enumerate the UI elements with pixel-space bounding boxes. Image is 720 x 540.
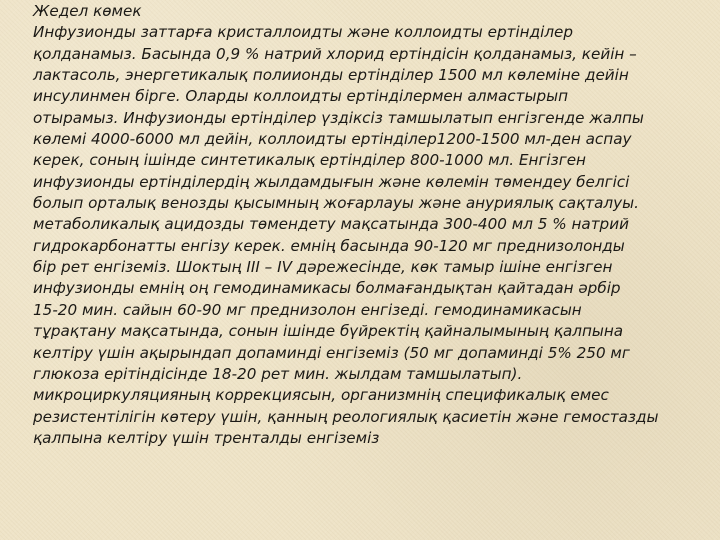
- slide-title: Жедел көмек: [33, 2, 142, 20]
- text-line-13: инфузионды емнің оң гемодинамикасы болмағандықтан қайтадан әрбір: [33, 279, 621, 298]
- text-line-19: резистентілігін көтеру үшін, қанның реологиялық қасиетін және гемостазды: [33, 407, 659, 426]
- text-line-16: келтіру үшін ақырындап допаминді енгіземіз (50 мг допаминді 5% 250 мг: [33, 343, 630, 362]
- text-line-9: болып орталық венозды қысымның жоғарлауы және ануриялық сақталуы.: [33, 194, 639, 213]
- text-line-6: көлемі 4000-6000 мл дейін, коллоидты ертінділер1200-1500 мл-ден аспау: [33, 130, 632, 149]
- text-line-2: қолданамыз. Басында 0,9 % натрий хлорид ертіндісін қолданамыз, кейін –: [33, 44, 637, 63]
- text-line-14: 15-20 мин. сайын 60-90 мг преднизолон енгізеді. гемодинамикасын: [33, 300, 582, 319]
- text-line-7: керек, соның ішінде синтетикалық ертінділер 800-1000 мл. Енгізген: [33, 151, 586, 170]
- text-line-18: микроциркуляцияның коррекциясын, организмнің спецификалық емес: [33, 386, 609, 405]
- text-line-15: тұрақтану мақсатында, сонын ішінде бүйректің қайналымының қалпына: [33, 322, 624, 341]
- text-line-1: Инфузионды заттарға кристаллоидты және коллоидты ертінділер: [33, 23, 574, 42]
- slide-text-body: [33, 1, 697, 449]
- text-line-20: қалпына келтіру үшін тренталды енгіземіз: [33, 428, 380, 447]
- text-line-17: глюкоза ерітіндісінде 18-20 рет мин. жылдам тамшылатып).: [33, 364, 523, 383]
- text-line-5: отырамыз. Инфузионды ертінділер үздіксіз тамшылатып енгізгенде жалпы: [33, 108, 644, 127]
- text-line-10: метаболикалық ацидозды төмендету мақсатында 300-400 мл 5 % натрий: [33, 215, 629, 234]
- text-line-12: бір рет енгіземіз. Шоктың III – IV дәрежесінде, көк тамыр ішіне енгізген: [33, 258, 613, 277]
- text-line-3: лактасоль, энергетикалық полиионды ертінділер 1500 мл көлеміне дейін: [33, 66, 629, 85]
- text-line-8: инфузионды ертінділердің жылдамдығын және көлемін төмендеу белгісі: [33, 172, 630, 191]
- text-line-4: инсулинмен бірге. Оларды коллоидты ертінділермен алмастырып: [33, 87, 569, 106]
- text-line-11: гидрокарбонатты енгізу керек. емнің басында 90-120 мг преднизолонды: [33, 236, 625, 255]
